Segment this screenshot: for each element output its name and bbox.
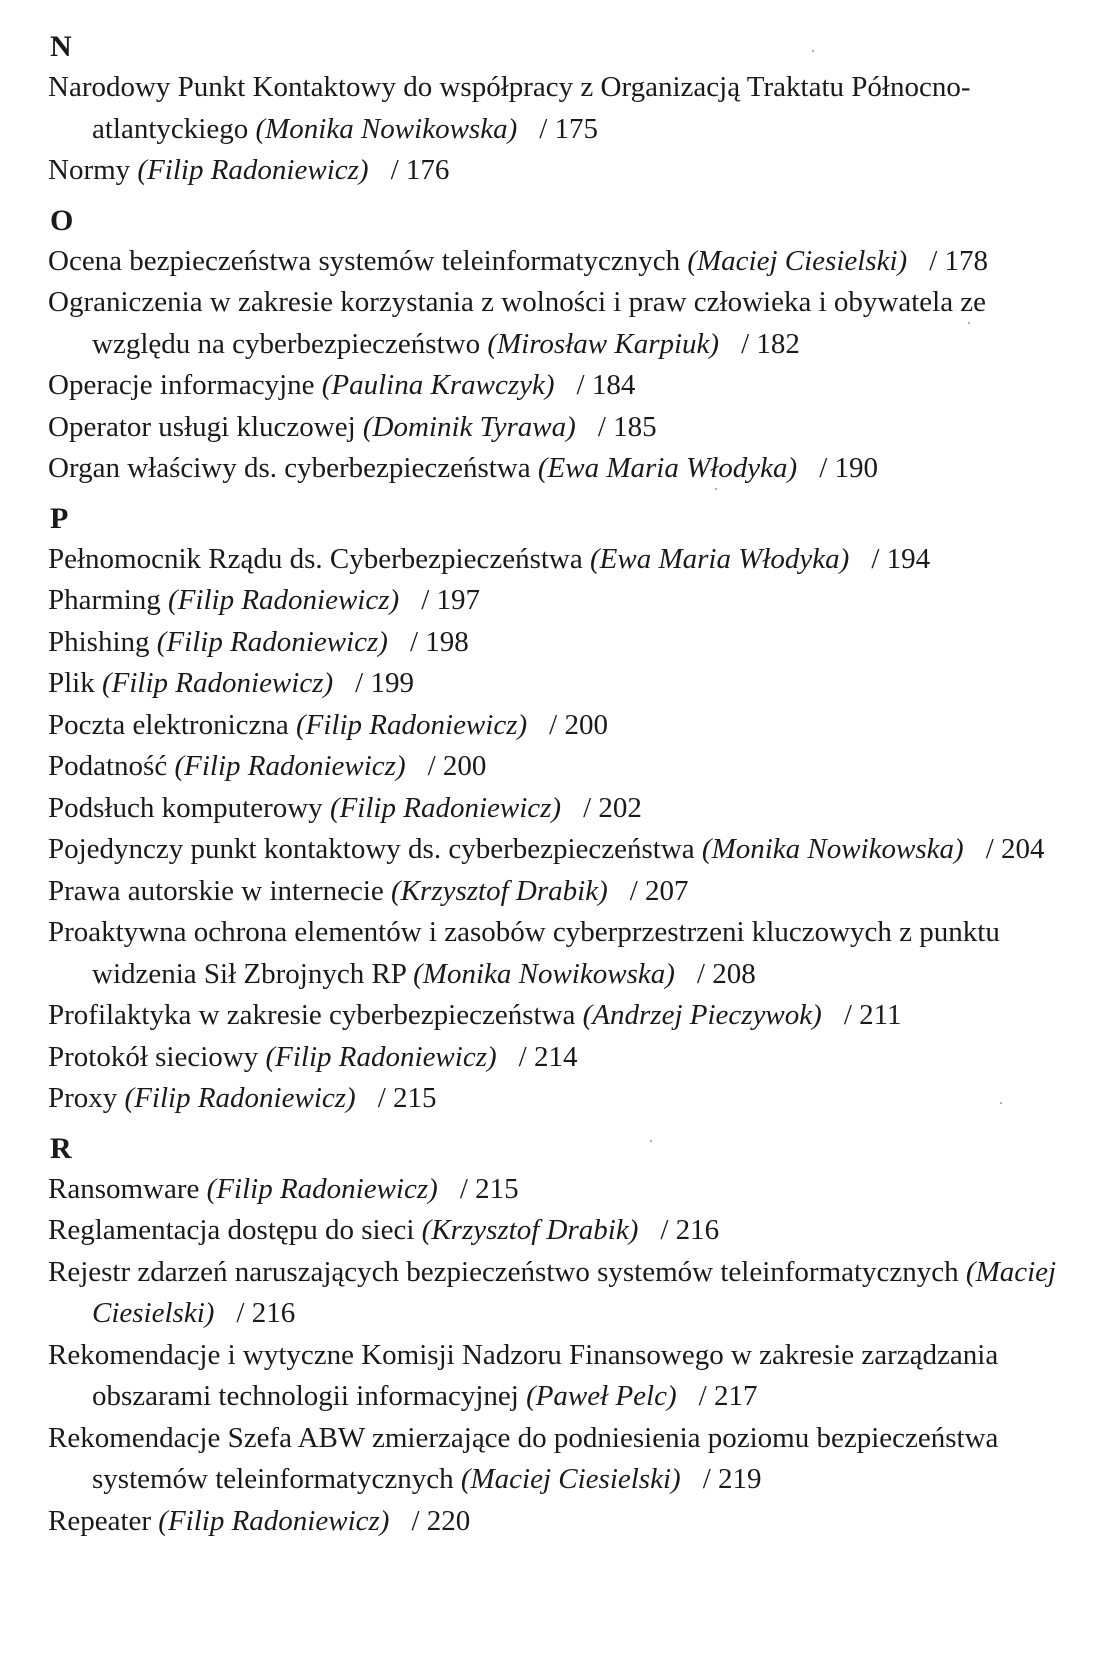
entry-page: / 184 [576, 369, 636, 401]
entry-page: / 217 [698, 1380, 758, 1412]
entry-title: Plik [48, 667, 95, 699]
entry-page: / 214 [518, 1040, 578, 1073]
index-entry [48, 1078, 1068, 1120]
section-letter: O [50, 203, 74, 237]
entry-page: / 220 [411, 1504, 471, 1537]
section-o [48, 200, 1068, 490]
entry-author: (Filip Radoniewicz) [168, 584, 400, 616]
section-letter: N [50, 30, 72, 63]
entry-title: Ocena bezpieczeństwa systemów teleinformatycznych [48, 244, 681, 277]
entry-author: (Maciej Ciesielski) [92, 1255, 1057, 1329]
index-entry [48, 539, 1068, 581]
entry-page: / 211 [843, 999, 902, 1031]
entry-author: (Paulina Krawczyk) [321, 369, 555, 401]
index-entry [48, 580, 1068, 622]
entry-author: (Mirosław Karpiuk) [487, 327, 720, 360]
entry-author: (Filip Radoniewicz) [265, 1040, 497, 1073]
entry-page: / 216 [660, 1214, 720, 1246]
entry-title: Podatność [48, 750, 168, 782]
scan-speck [812, 50, 814, 52]
entry-title: Proaktywna ochrona elementów i zasobów cyberprzestrzeni kluczowych z punktu widzenia Sił Zbrojnych RP [48, 916, 1000, 990]
entry-author: (Filip Radoniewicz) [158, 1504, 390, 1537]
entry-page: / 207 [629, 874, 689, 907]
entry-author: (Ewa Maria Włodyka) [537, 452, 798, 484]
entry-title: Organ właściwy ds. cyberbezpieczeństwa [48, 452, 531, 484]
entry-title: Protokół sieciowy [48, 1040, 259, 1073]
entry-author: (Dominik Tyrawa) [362, 410, 576, 443]
entry-title: Pharming [48, 584, 161, 616]
index-entry [48, 282, 1068, 365]
entry-page: / 215 [459, 1172, 519, 1205]
index-entry [48, 912, 1068, 995]
entry-author: (Filip Radoniewicz) [329, 791, 562, 824]
entry-author: (Filip Radoniewicz) [174, 750, 406, 782]
entry-title: Operacje informacyjne [48, 369, 315, 401]
index-entry [48, 788, 1068, 830]
entry-author: (Filip Radoniewicz) [206, 1172, 438, 1205]
entry-title: Phishing [48, 625, 150, 658]
entry-page: / 219 [702, 1463, 762, 1495]
scan-speck [1000, 1102, 1002, 1104]
section-letter: R [50, 1131, 72, 1165]
section-n [48, 26, 1068, 192]
entry-page: / 204 [985, 833, 1045, 865]
entry-author: (Krzysztof Drabik) [391, 874, 608, 907]
entry-author: (Paweł Pelc) [526, 1380, 677, 1412]
entry-page: / 208 [696, 957, 756, 990]
entry-author: (Filip Radoniewicz) [156, 625, 388, 658]
entry-title: Narodowy Punkt Kontaktowy do współpracy z Organizacją Traktatu Północno-atlantyckiego [48, 71, 971, 145]
index-entry [48, 746, 1068, 788]
entry-author: (Maciej Ciesielski) [687, 244, 908, 277]
entry-page: / 176 [390, 154, 450, 186]
entry-title: Prawa autorskie w internecie [48, 874, 384, 907]
index-entry [48, 1252, 1068, 1335]
entry-title: Rejestr zdarzeń naruszających bezpieczeństwo systemów teleinformatycznych [48, 1255, 959, 1288]
scan-speck [968, 322, 970, 324]
entry-author: (Monika Nowikowska) [255, 112, 518, 145]
index-entry [48, 1169, 1068, 1211]
index-entry [48, 622, 1068, 664]
entry-page: / 182 [741, 327, 800, 360]
entry-page: / 190 [819, 452, 879, 484]
index-entry [48, 663, 1068, 705]
index-entry [48, 67, 1068, 150]
entry-title: Ograniczenia w zakresie korzystania z wolności i praw człowieka i obywatela ze względu na cyberbezpieczeństwo [48, 286, 987, 360]
entry-author: (Andrzej Pieczywok) [582, 999, 822, 1031]
entry-title: Pełnomocnik Rządu ds. Cyberbezpieczeństwa [48, 542, 583, 575]
index-entry [48, 448, 1068, 490]
entry-page: / 175 [539, 112, 599, 145]
entry-author: (Monika Nowikowska) [701, 833, 964, 865]
entry-title: Rekomendacje i wytyczne Komisji Nadzoru Finansowego w zakresie zarządzania obszarami technologii informacyjnej [48, 1338, 999, 1412]
index-entry [48, 1335, 1068, 1418]
section-letter: P [50, 501, 69, 535]
index-entry [48, 1037, 1068, 1079]
index-entry [48, 705, 1068, 747]
entry-title: Profilaktyka w zakresie cyberbezpieczeństwa [48, 999, 576, 1031]
entry-title: Rekomendacje Szefa ABW zmierzające do podniesienia poziomu bezpieczeństwa systemów teleinformatycznych [48, 1421, 999, 1495]
index-entry [48, 241, 1068, 283]
section-r [48, 1128, 1068, 1543]
entry-page: / 215 [377, 1082, 437, 1114]
entry-page: / 200 [549, 708, 608, 741]
index-entry [48, 829, 1068, 871]
index-entry [48, 995, 1068, 1037]
index-entry [48, 365, 1068, 407]
entry-title: Proxy [48, 1082, 118, 1114]
entry-page: / 202 [583, 791, 642, 824]
entry-author: (Krzysztof Drabik) [421, 1214, 639, 1246]
entry-title: Poczta elektroniczna [48, 708, 289, 741]
index-entry [48, 1501, 1068, 1543]
entry-page: / 200 [427, 750, 487, 782]
entry-title: Pojedynczy punkt kontaktowy ds. cyberbezpieczeństwa [48, 833, 695, 865]
entry-page: / 194 [871, 542, 931, 575]
entry-page: / 185 [597, 410, 657, 443]
index-entry [48, 1418, 1068, 1501]
entry-title: Operator usługi kluczowej [48, 410, 356, 443]
index-entry [48, 407, 1068, 449]
index-entry [48, 871, 1068, 913]
entry-author: (Filip Radoniewicz) [102, 667, 334, 699]
entry-page: / 216 [236, 1297, 296, 1329]
scan-speck [650, 1140, 652, 1142]
index-entry [48, 150, 1068, 192]
entry-page: / 199 [355, 667, 414, 699]
entry-author: (Maciej Ciesielski) [460, 1463, 681, 1495]
entry-author: (Monika Nowikowska) [413, 957, 675, 990]
entry-author: (Filip Radoniewicz) [124, 1082, 356, 1114]
index-entry [48, 1210, 1068, 1252]
entry-title: Reglamentacja dostępu do sieci [48, 1214, 415, 1246]
entry-title: Podsłuch komputerowy [48, 791, 323, 824]
entry-title: Ransomware [48, 1172, 200, 1205]
entry-author: (Filip Radoniewicz) [296, 708, 528, 741]
entry-author: (Ewa Maria Włodyka) [589, 542, 850, 575]
entry-author: (Filip Radoniewicz) [137, 154, 369, 186]
entry-title: Normy [48, 154, 131, 186]
entry-page: / 197 [421, 584, 480, 616]
entry-title: Repeater [48, 1504, 152, 1537]
scan-speck [715, 488, 717, 490]
section-p [48, 498, 1068, 1120]
entry-page: / 198 [409, 625, 469, 658]
index-page [48, 26, 1068, 1550]
entry-page: / 178 [929, 244, 988, 277]
